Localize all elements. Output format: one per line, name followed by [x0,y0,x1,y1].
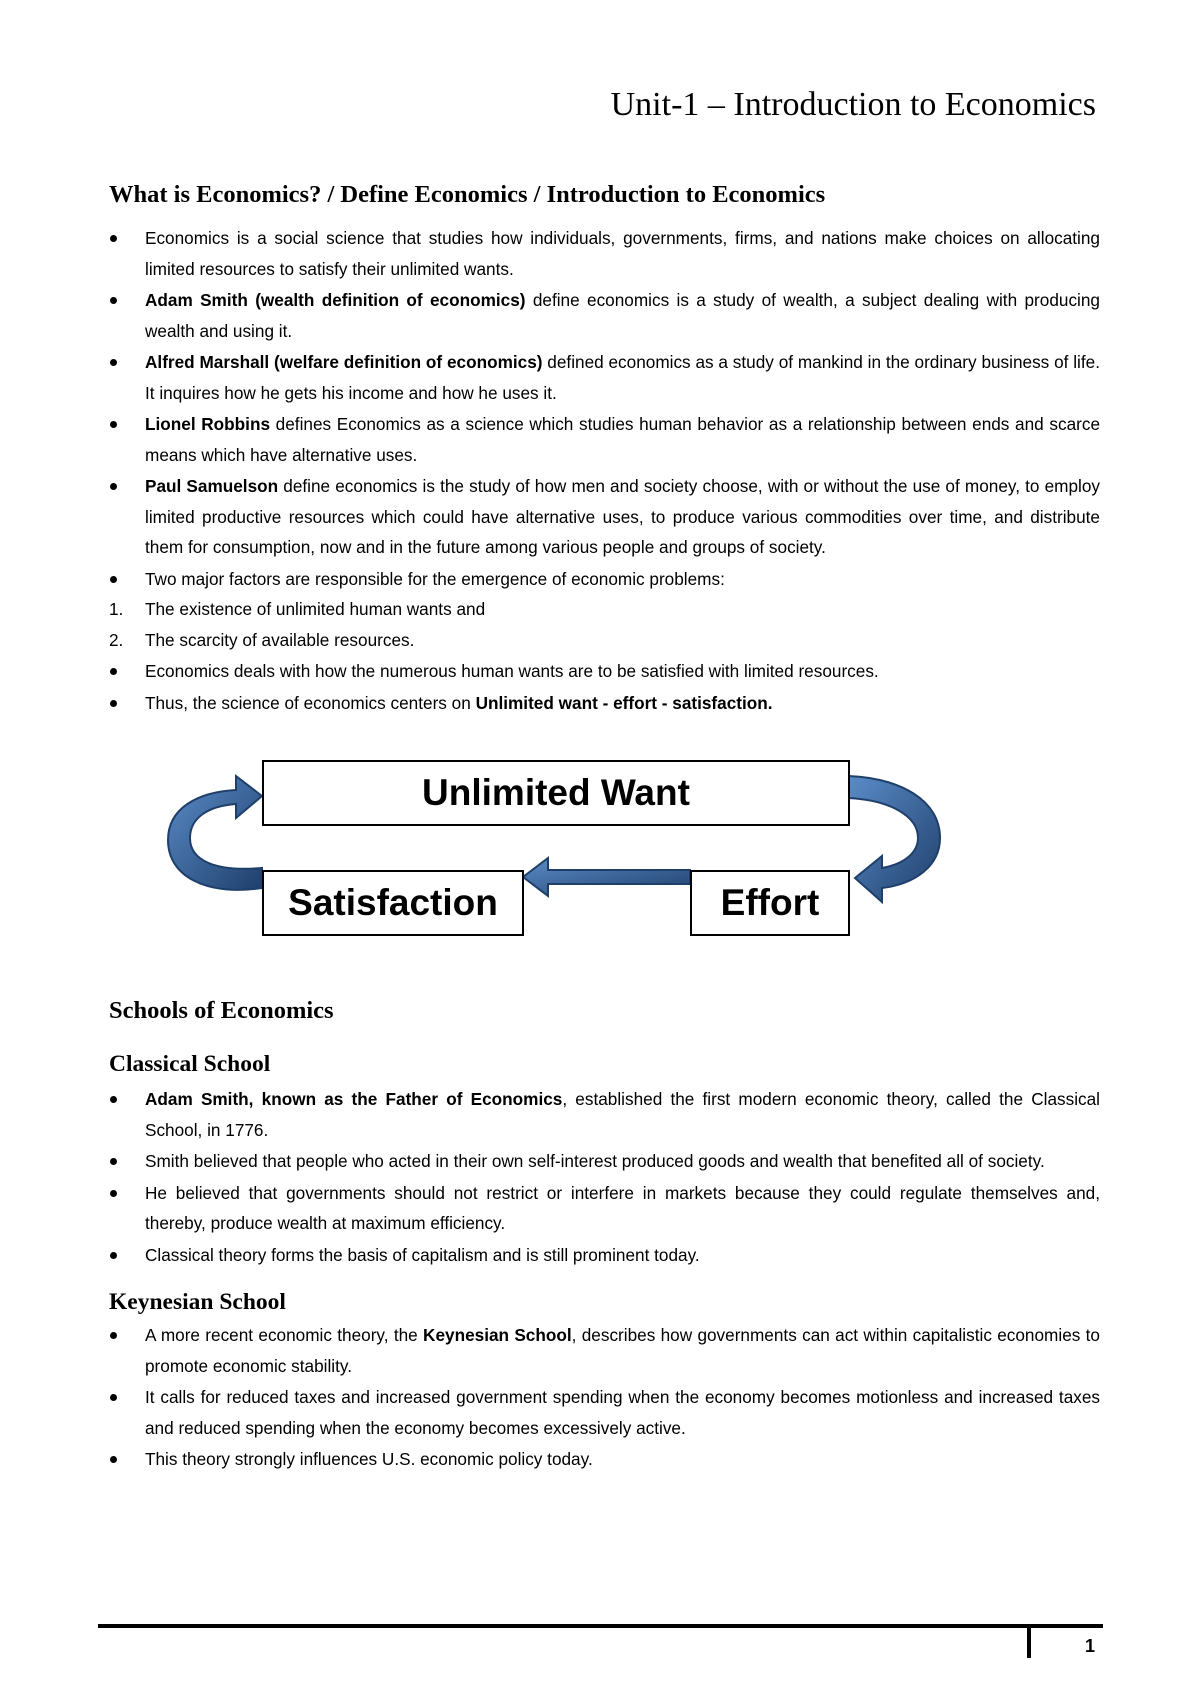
list-item-text: , established the first modern economic theory, called the Classical School, in 1776. [145,1089,1100,1140]
list-item [109,347,1100,408]
section-heading-schools: Schools of Economics [109,997,334,1024]
content [109,178,1100,1476]
list-item [109,1382,1100,1443]
list-item-text: Two major factors are responsible for the emergence of economic problems: [145,568,725,589]
list-item [109,564,1100,656]
left-curved-arrow [168,776,262,890]
list-item [109,1240,1100,1271]
list-item-text: Economics deals with how the numerous human wants are to be satisfied with limited resources. [145,661,879,681]
unlimited-want-box: Unlimited Want [262,760,850,826]
list-item [109,1320,1100,1381]
straight-arrow [523,858,690,896]
numbered-item [109,625,1100,656]
unit-title: Unit-1 – Introduction to Economics [610,86,1096,123]
page-number: 1 [1085,1636,1096,1656]
keynesian-list [109,1320,1100,1475]
list-item [109,223,1100,284]
list-item-text: It calls for reduced taxes and increased government spending when the economy becomes motionless and increased taxes and reduced spending when the economy becomes excessively active. [145,1387,1100,1438]
list-item-text: , describes how governments can act within capitalistic economies to promote economic stability. [145,1325,1100,1376]
list-item-text: A more recent economic theory, the [145,1325,424,1345]
list-item [109,285,1100,346]
list-item-text: He believed that governments should not restrict or interfere in markets because they could regulate themselves and, thereby, produce wealth at maximum efficiency. [145,1182,1100,1233]
list-item-bold: Alfred Marshall (welfare definition of economics) [145,352,543,372]
subheading-keynesian-school: Keynesian School [109,1289,286,1315]
footer-rule [98,1624,1103,1628]
list-item-text: defines Economics as a science which studies human behavior as a relationship between ends and scarce means which have alternative uses. [145,414,1101,465]
list-item-bold: Paul Samuelson [145,476,279,496]
list-item-text: Classical theory forms the basis of capitalism and is still prominent today. [145,1244,700,1265]
list-item-text: Smith believed that people who acted in their own self-interest produced goods and wealth that benefited all of society. [145,1151,1045,1171]
effort-box: Effort [690,870,850,936]
list-item-bold: Lionel Robbins [145,414,271,434]
definitions-list [109,223,1100,718]
list-item [109,1178,1100,1239]
list-item-text: define economics is the study of how men and society choose, with or without the use of money, to employ limited productive resources which could have alternative uses, to produce various commodities over time, and distribute them for consumption, now and in the future among various people and groups of society. [145,476,1100,557]
list-item-bold: Keynesian School [423,1325,572,1345]
subheading-classical-school: Classical School [109,1051,271,1077]
list-item-bold: Adam Smith (wealth definition of economics) [145,290,526,310]
list-item [109,409,1100,470]
right-curved-arrow [848,776,940,902]
list-item-bold: Adam Smith, known as the Father of Economics [145,1089,563,1109]
list-item [109,1444,1100,1475]
list-item-text: defined economics as a study of mankind in the ordinary business of life. It inquires how he gets his income and how he uses it. [145,352,1100,403]
numbered-item-text: The scarcity of available resources. [145,629,415,650]
list-item [109,656,1100,687]
classical-list [109,1084,1100,1270]
numbered-item-text: The existence of unlimited human wants and [145,599,486,619]
list-item-text: Economics is a social science that studies how individuals, governments, firms, and nations make choices on allocating limited resources to satisfy their unlimited wants. [145,228,1100,279]
list-item-text: define economics is a study of wealth, a subject dealing with producing wealth and using it. [145,290,1100,341]
item-number: 1. [109,599,124,619]
list-item-bold: Unlimited want - effort - satisfaction. [475,692,773,713]
footer-divider [1027,1628,1031,1658]
satisfaction-box: Satisfaction [262,870,524,936]
list-item-text: Thus, the science of economics centers on [145,692,476,713]
item-number: 2. [109,629,124,650]
list-item-text: This theory strongly influences U.S. economic policy today. [145,1449,593,1469]
numbered-list [109,594,1100,655]
want-effort-satisfaction-diagram [0,738,1200,938]
list-item [109,1146,1100,1177]
section-heading-what-is-economics: What is Economics? / Define Economics / Introduction to Economics [109,181,826,208]
list-item [109,688,1100,719]
list-item [109,471,1100,563]
numbered-item [109,594,1100,625]
list-item [109,1084,1100,1145]
